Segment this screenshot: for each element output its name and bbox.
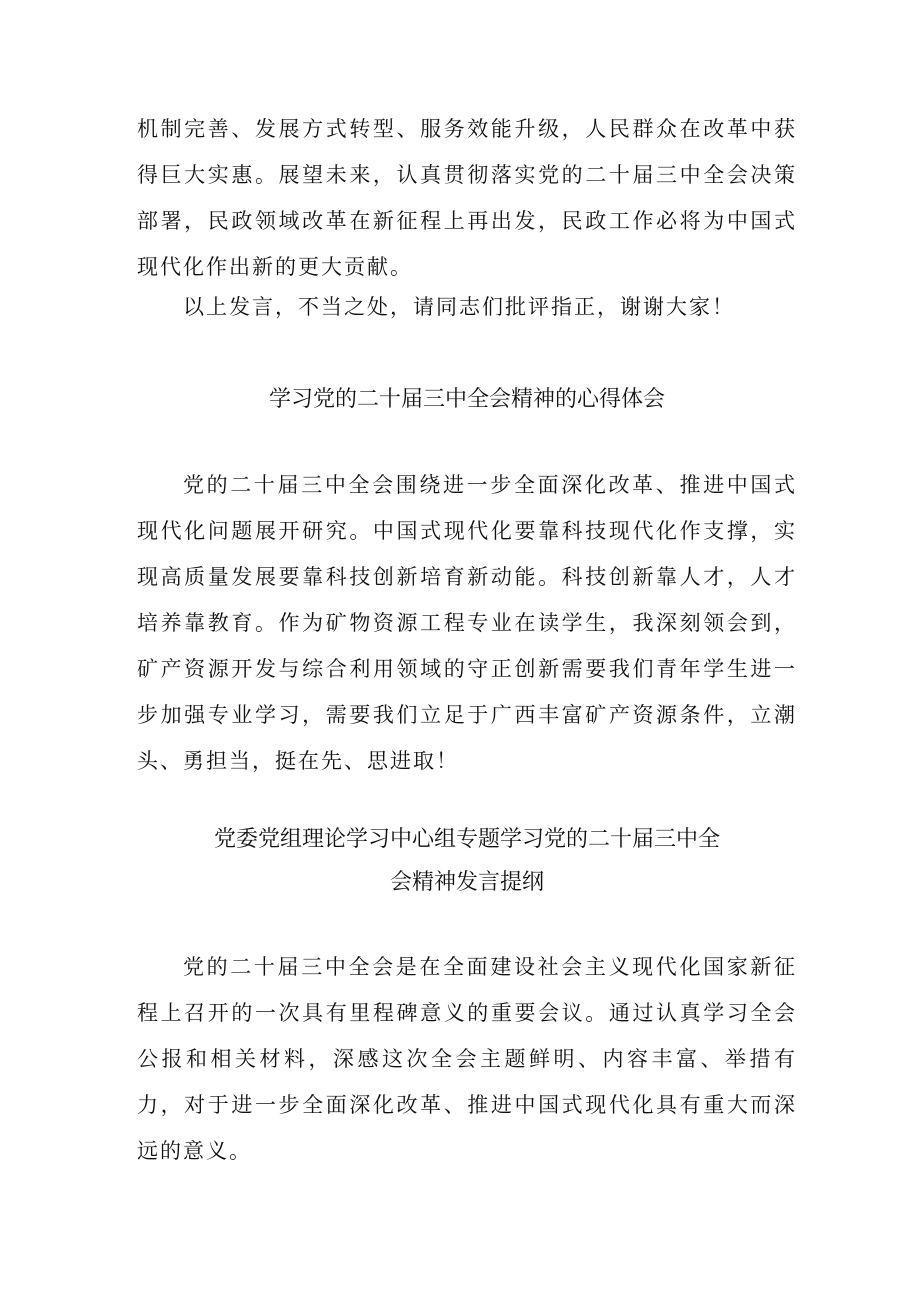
section3-title xyxy=(137,818,797,904)
section3-title-line1: 党委党组理论学习中心组专题学习党的二十届三中全 xyxy=(213,827,720,852)
section3-title-line2: 会精神发言提纲 xyxy=(389,870,544,895)
closing-paragraph: 以上发言，不当之处，请同志们批评指正，谢谢大家！ xyxy=(183,295,735,319)
section3-paragraph: 党的二十届三中全会是在全面建设社会主义现代化国家新征程上召开的一次具有里程碑意义的重要会议。通过认真学习全会公报和相关材料，深感这次全会主题鲜明、内容丰富、举措有力，对于进一步全面深化改革、推进中国式现代化具有重大而深远的意义。 xyxy=(137,955,797,1163)
section2-title: 学习党的二十届三中全会精神的心得体会 xyxy=(268,387,665,412)
section2-paragraph: 党的二十届三中全会围绕进一步全面深化改革、推进中国式现代化问题展开研究。中国式现代化要靠科技现代化作支撑，实现高质量发展要靠科技创新培育新动能。科技创新靠人才，人才培养靠教育。作为矿物资源工程专业在读学生，我深刻领会到，矿产资源开发与综合利用领域的守正创新需要我们青年学生进一步加强专业学习，需要我们立足于广西丰富矿产资源条件，立潮头、勇担当，挺在先、思进取！ xyxy=(137,473,797,773)
continuation-paragraph: 机制完善、发展方式转型、服务效能升级，人民群众在改革中获得巨大实惠。展望未来，认真贯彻落实党的二十届三中全会决策部署，民政领域改革在新征程上再出发，民政工作必将为中国式现代化作出新的更大贡献。 xyxy=(137,117,797,279)
